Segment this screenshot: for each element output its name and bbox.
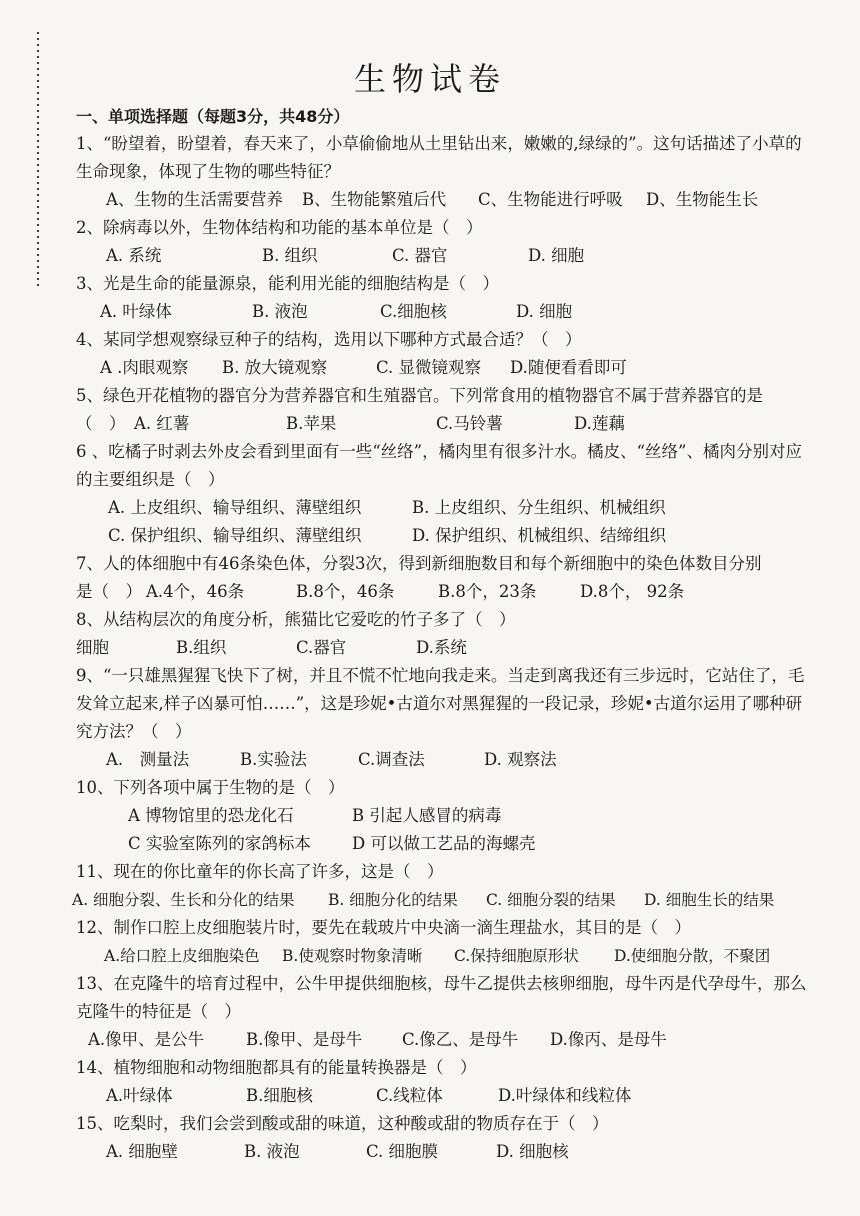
option-c: C.像乙、是母牛 (402, 1030, 519, 1049)
question-8 (76, 606, 816, 662)
option-a: A .肉眼观察 (100, 358, 189, 377)
question-stem: 3、光是生命的能量源泉，能利用光能的细胞结构是（ ） (76, 274, 499, 293)
option-a: A. 系统 (106, 246, 162, 265)
option-b: B.8个，46条 (296, 582, 395, 601)
option-c: C. 细胞分裂的结果 (486, 891, 616, 909)
question-6 (76, 438, 816, 550)
question-15 (76, 1110, 816, 1166)
answer-blank: （ ） (76, 414, 126, 433)
option-a: A. 细胞壁 (106, 1142, 178, 1161)
option-c: C、生物能进行呼吸 (478, 190, 623, 209)
option-c: C. 显微镜观察 (376, 358, 482, 377)
section-heading: 一、单项选择题（每题3分，共48分） (76, 107, 350, 126)
option-c: C.细胞核 (380, 302, 447, 321)
question-14 (76, 1054, 816, 1110)
option-d: D.8个， 92条 (580, 582, 685, 601)
option-c: C.保持细胞原形状 (454, 947, 579, 965)
option-a: A、生物的生活需要营养 (106, 190, 283, 209)
option-d: D. 保护组织、机械组织、结缔组织 (412, 526, 667, 545)
option-a: A.4个，46条 (146, 582, 245, 601)
option-d: D. 细胞核 (496, 1142, 569, 1161)
question-4 (76, 326, 816, 382)
question-stem: 5、绿色开花植物的器官分为营养器官和生殖器官。下列常食用的植物器官不属于营养器官的是 (76, 386, 763, 405)
option-d: D.使细胞分散，不聚团 (614, 947, 771, 965)
question-1 (76, 130, 816, 214)
option-b: B、生物能繁殖后代 (302, 190, 447, 209)
option-d: D 可以做工艺品的海螺壳 (352, 834, 536, 853)
option-c: B.8个，23条 (438, 582, 537, 601)
question-10 (76, 774, 816, 858)
question-12 (76, 914, 816, 970)
question-3 (76, 270, 816, 326)
question-7 (76, 550, 816, 606)
question-2 (76, 214, 816, 270)
option-c: C. 细胞膜 (366, 1142, 439, 1161)
option-d: D、生物能生长 (646, 190, 759, 209)
question-stem: 6 、吃橘子时剥去外皮会看到里面有一些“丝络”，橘肉里有很多汁水。橘皮、“丝络”、橘肉分别对应的主要组织是（ ） (76, 442, 802, 489)
question-stem: 4、某同学想观察绿豆种子的结构，选用以下哪种方式最合适？（ ） (76, 330, 582, 349)
option-b: B.组织 (176, 638, 227, 657)
question-list (72, 130, 816, 1166)
option-b: B.使观察时物象清晰 (282, 947, 423, 965)
option-d: D.莲藕 (574, 414, 625, 433)
option-c: C.线粒体 (376, 1086, 443, 1105)
option-a: A. 叶绿体 (100, 302, 172, 321)
option-b: B. 上皮组织、分生组织、机械组织 (412, 498, 666, 517)
question-stem: 9、“一只雄黑猩猩飞快下了树，并且不慌不忙地向我走来。当走到离我还有三步远时，它站住了，毛发耸立起来,样子凶暴可怕……”，这是珍妮•古道尔对黑猩猩的一段记录，珍妮•古道尔运用了哪种研究方法？（ ） (76, 666, 805, 741)
option-d: D.随便看看即可 (510, 358, 627, 377)
question-stem: 1、“盼望着，盼望着，春天来了，小草偷偷地从土里钻出来，嫩嫩的,绿绿的”。这句话描述了小草的生命现象，体现了生物的哪些特征？ (76, 134, 802, 181)
option-c: C 实验室陈列的家鸽标本 (128, 834, 311, 853)
option-b: B. 液泡 (244, 1142, 300, 1161)
question-9 (76, 662, 816, 774)
option-a: A.叶绿体 (106, 1086, 173, 1105)
option-b: B. 液泡 (252, 302, 308, 321)
option-c: C.器官 (296, 638, 347, 657)
option-d: D. 细胞 (516, 302, 573, 321)
option-b: B.实验法 (240, 750, 307, 769)
option-d: D. 细胞 (528, 246, 585, 265)
option-d: D. 观察法 (484, 750, 557, 769)
option-d: D. 细胞生长的结果 (644, 891, 775, 909)
question-stem: 12、制作口腔上皮细胞装片时，要先在载玻片中央滴一滴生理盐水，其目的是（ ） (76, 918, 691, 937)
question-5 (76, 382, 816, 438)
option-b: B. 细胞分化的结果 (328, 891, 458, 909)
option-a: A.像甲、是公牛 (88, 1030, 205, 1049)
option-b: B.细胞核 (246, 1086, 313, 1105)
question-stem: 15、吃梨时，我们会尝到酸或甜的味道，这种酸或甜的物质存在于（ ） (76, 1114, 609, 1133)
page-title: 生物试卷 (353, 60, 506, 98)
option-b: B. 组织 (262, 246, 318, 265)
option-a: A.给口腔上皮细胞染色 (104, 947, 260, 965)
option-a: A. 测量法 (106, 750, 190, 769)
question-stem: 8、从结构层次的角度分析，熊猫比它爱吃的竹子多了（ ） (76, 610, 516, 629)
option-d: D.像丙、是母牛 (550, 1030, 667, 1049)
option-a: A. 红薯 (134, 414, 190, 433)
option-a: 细胞 (76, 638, 109, 657)
option-c: C.调查法 (358, 750, 425, 769)
question-11 (72, 858, 816, 914)
option-a: A. 细胞分裂、生长和分化的结果 (72, 891, 295, 909)
question-stem: 13、在克隆牛的培育过程中，公牛甲提供细胞核，母牛乙提供去核卵细胞，母牛丙是代孕母牛，那么克隆牛的特征是（ ） (76, 974, 807, 1021)
answer-blank: 是（ ） (76, 582, 142, 601)
question-stem: 2、除病毒以外，生物体结构和功能的基本单位是（ ） (76, 218, 483, 237)
option-b: B.像甲、是母牛 (246, 1030, 363, 1049)
question-stem: 14、植物细胞和动物细胞都具有的能量转换器是（ ） (76, 1058, 477, 1077)
question-stem: 7、人的体细胞中有46条染色体，分裂3次，得到新细胞数目和每个新细胞中的染色体数目分别 (76, 554, 762, 573)
option-c: C. 器官 (392, 246, 448, 265)
question-stem: 11、现在的你比童年的你长高了许多，这是（ ） (76, 862, 444, 881)
option-b: B 引起人感冒的病毒 (352, 806, 502, 825)
question-stem: 10、下列各项中属于生物的是（ ） (76, 778, 345, 797)
question-13 (76, 970, 816, 1054)
option-d: D.叶绿体和线粒体 (498, 1086, 632, 1105)
option-a: A 博物馆里的恐龙化石 (128, 806, 294, 825)
option-b: B.苹果 (286, 414, 337, 433)
option-c: C. 保护组织、输导组织、薄壁组织 (108, 526, 362, 545)
option-d: D.系统 (416, 638, 467, 657)
option-b: B. 放大镜观察 (222, 358, 328, 377)
option-a: A. 上皮组织、输导组织、薄壁组织 (108, 498, 362, 517)
option-c: C.马铃薯 (436, 414, 503, 433)
